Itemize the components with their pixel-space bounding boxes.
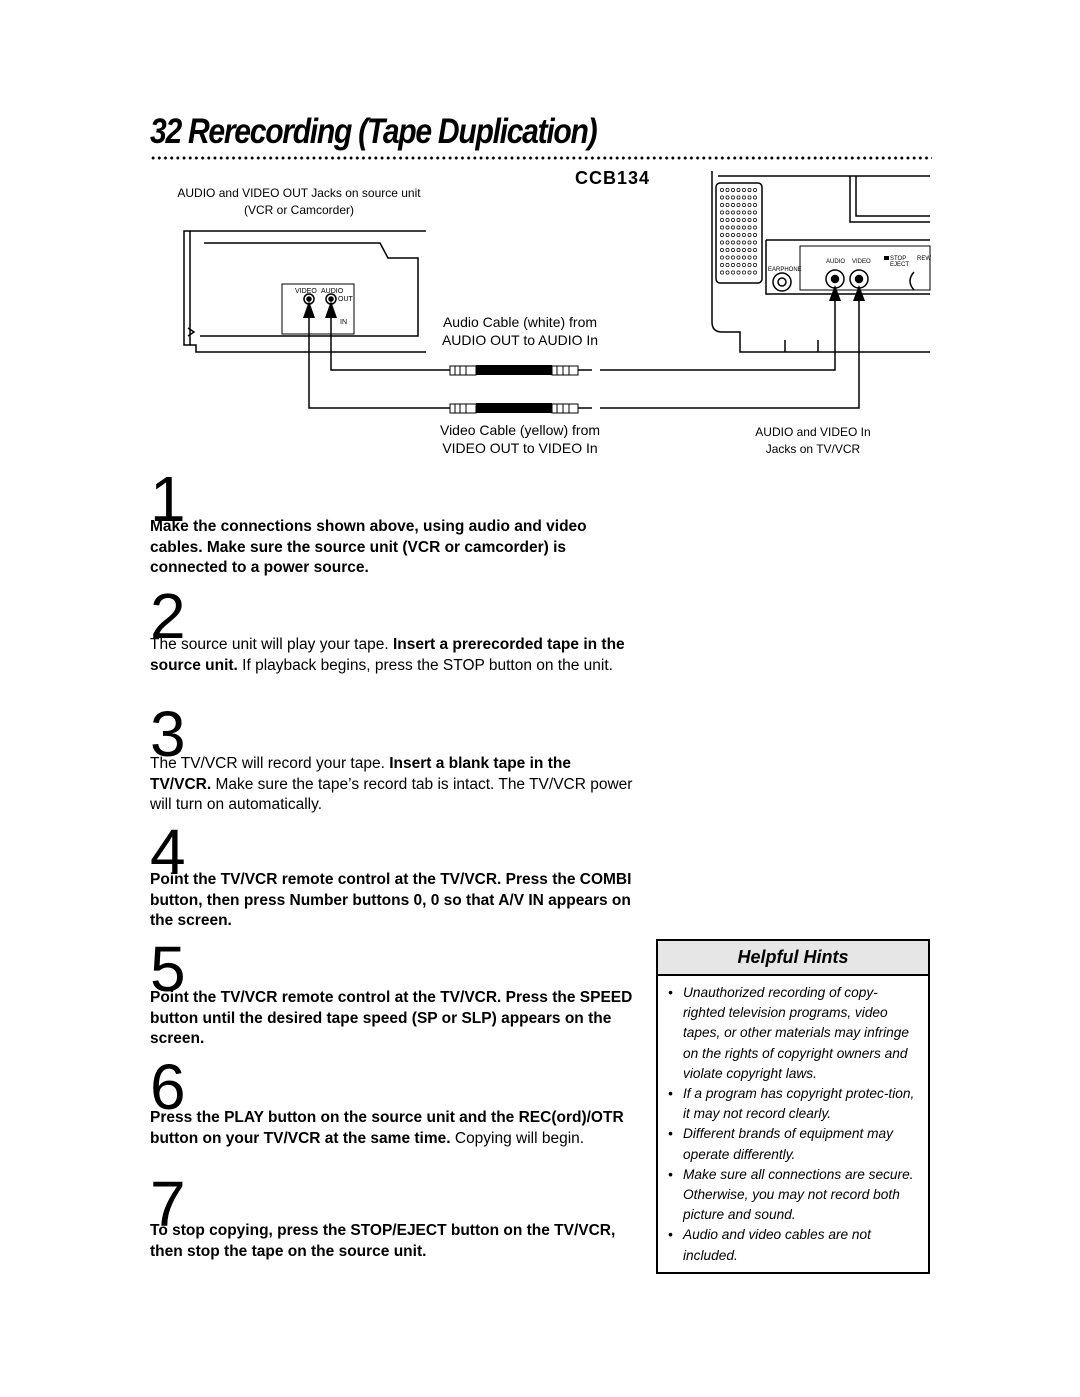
step-instruction: Make sure the tape’s record tab is intact. The TV/VCR power will turn on automatically.: [150, 775, 633, 813]
step-instruction-bold: Insert a blank tape in the TV/VCR.: [150, 755, 571, 793]
audio-cable-caption-line2: AUDIO OUT to AUDIO In: [441, 332, 599, 348]
step-instruction-bold: Point the TV/VCR remote control at the TV/VCR. Press the COMBI button, then press Number buttons 0, 0 so that A/V IN appears on the screen.: [150, 871, 632, 929]
hint-text: Audio and video cables are not included.: [683, 1227, 871, 1263]
bullet-icon: •: [668, 1166, 673, 1182]
audio-out-arrow: [325, 301, 337, 318]
tv-caption-line1: AUDIO and VIDEO In: [755, 425, 871, 439]
step-text: [150, 1221, 636, 1262]
step-number: 5: [150, 933, 186, 1005]
helpful-hints-list: [658, 976, 928, 1266]
step-instruction: The source unit will play your tape.: [150, 636, 393, 653]
step-number: 3: [150, 698, 186, 770]
audio-cable-caption-line1: Audio Cable (white) from: [442, 314, 598, 330]
src-in-label: IN: [340, 319, 347, 326]
step-number: 1: [150, 463, 186, 535]
hint-text: Make sure all connections are secure. Otherwise, you may not record both picture and sound.: [683, 1166, 914, 1223]
step-instruction-bold: Make the connections shown above, using audio and video cables. Make sure the source unit (VCR or camcorder) is connected to a power source.: [150, 518, 587, 576]
audio-cable-right: [600, 290, 835, 370]
hint-item: [668, 983, 918, 1084]
video-cable-right: [600, 290, 859, 408]
step-text: [150, 635, 636, 676]
src-audio-label: AUDIO: [321, 288, 344, 295]
src-out-label: OUT: [338, 296, 353, 303]
bullet-icon: •: [668, 1227, 673, 1243]
audio-cable-plug: [450, 365, 592, 375]
step-instruction: If playback begins, press the STOP button on the unit.: [237, 656, 613, 674]
step-number: 6: [150, 1051, 186, 1123]
hint-text: If a program has copyright protec-tion, it may not record clearly.: [683, 1086, 915, 1122]
helpful-hints-box: [656, 939, 930, 1274]
tv-rew-label: REW: [917, 256, 931, 262]
hint-item: [668, 1084, 918, 1124]
step-text: [150, 1108, 636, 1149]
hint-item: [668, 1225, 918, 1265]
step-text: [150, 988, 636, 1050]
page-title: 32 Rerecording (Tape Duplication): [150, 112, 597, 151]
video-out-arrow: [303, 301, 315, 318]
helpful-hints-title: Helpful Hints: [658, 941, 928, 976]
tv-eject-label: EJECT: [890, 262, 910, 268]
tv-caption-line2: Jacks on TV/VCR: [765, 442, 861, 456]
step-number: 2: [150, 580, 186, 652]
step-instruction: Copying will begin.: [450, 1129, 585, 1147]
tv-video-label: VIDEO: [852, 259, 871, 265]
step-number: 4: [150, 816, 186, 888]
step-instruction-bold: To stop copying, press the STOP/EJECT button on the TV/VCR, then stop the tape on the source unit.: [150, 1222, 616, 1260]
src-video-label: VIDEO: [295, 288, 317, 295]
step-instruction-bold: Insert a prerecorded tape in the source unit.: [150, 636, 625, 674]
step-number: 7: [150, 1168, 186, 1240]
hint-item: [668, 1124, 918, 1164]
step-instruction: The TV/VCR will record your tape.: [150, 755, 390, 772]
bullet-icon: •: [668, 1086, 673, 1102]
hint-text: Different brands of equipment may operate differently.: [683, 1126, 893, 1162]
video-cable-caption-line2: VIDEO OUT to VIDEO In: [442, 440, 598, 456]
hint-item: [668, 1165, 918, 1226]
hint-text: Unauthorized recording of copy-righted television programs, video tapes, or other materials may infringe on the rights of copyright owners and violate copyright laws.: [683, 985, 909, 1081]
tv-stop-label: STOP: [890, 256, 907, 262]
tv-audio-label: AUDIO: [826, 259, 846, 265]
speaker-grill: [720, 188, 756, 274]
step-instruction-bold: Press the PLAY button on the source unit and the REC(ord)/OTR button on your TV/VCR at the same time.: [150, 1109, 624, 1147]
video-cable-plug: [450, 403, 592, 413]
connection-diagram: [0, 0, 1080, 470]
step-text: [150, 870, 636, 932]
source-caption-line1: AUDIO and VIDEO OUT Jacks on source unit: [177, 186, 421, 200]
source-caption-line2: (VCR or Camcorder): [243, 203, 354, 217]
step-text: [150, 754, 636, 816]
step-instruction-bold: Point the TV/VCR remote control at the TV/VCR. Press the SPEED button until the desired tape speed (SP or SLP) appears on the screen.: [150, 989, 633, 1047]
bullet-icon: •: [668, 1126, 673, 1142]
step-text: [150, 517, 636, 579]
video-cable-caption-line1: Video Cable (yellow) from: [439, 422, 601, 438]
tv-earphone-label: EARPHONE: [768, 267, 802, 273]
model-number: CCB134: [575, 168, 651, 188]
bullet-icon: •: [668, 985, 673, 1000]
